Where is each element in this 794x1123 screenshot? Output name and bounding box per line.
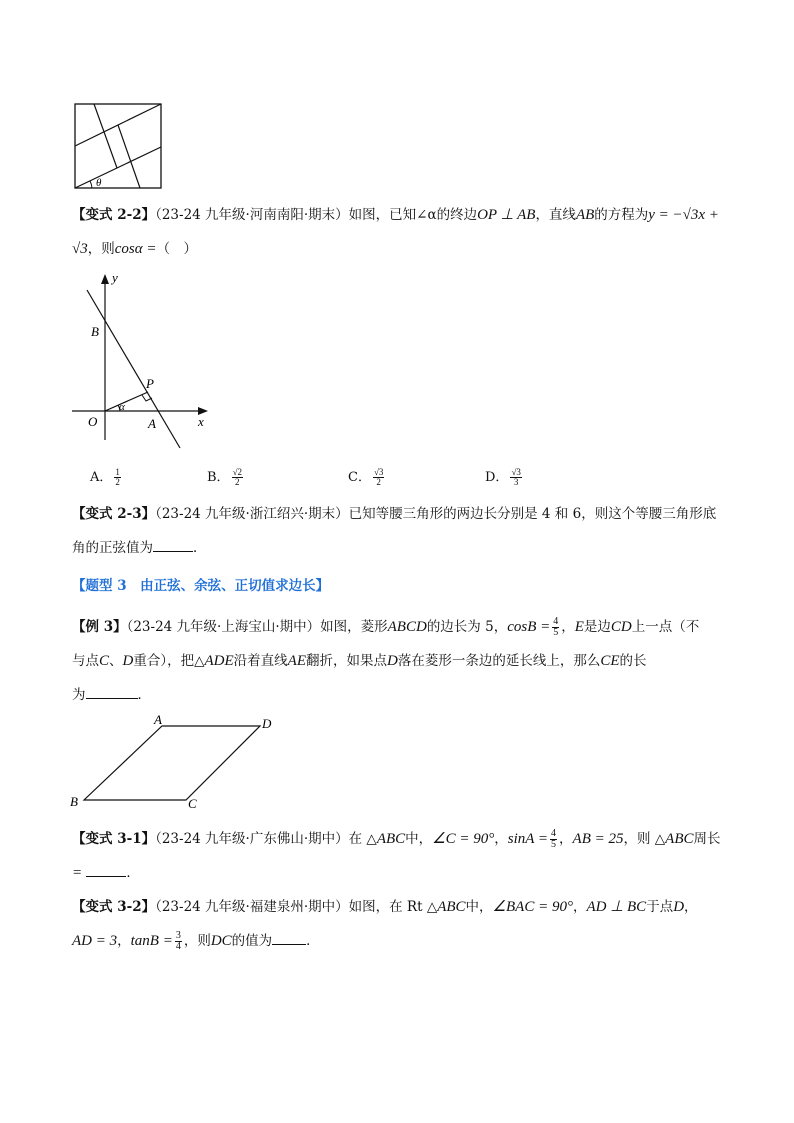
option-a[interactable]: A． $\frac{1}{2}$ — [90, 467, 120, 487]
svg-text:B: B — [91, 324, 99, 339]
line-ab — [87, 290, 180, 448]
answer-blank[interactable] — [86, 684, 138, 699]
variant-2-3: 【变式 2-3】（23-24 九年级·浙江绍兴·期末）已知等腰三角形的两边长分别是 4 和 6，则这个等腰三角形底 角的正弦值为 ． — [72, 506, 717, 556]
option-d[interactable]: D． $\frac{√3}{3}$ — [485, 467, 521, 487]
svg-text:A: A — [154, 712, 162, 727]
inner-line-3 — [94, 104, 117, 168]
option-b[interactable]: B． $\frac{√2}{2}$ — [207, 467, 243, 487]
variant-3-2: 【变式 3-2】（23-24 九年级·福建泉州·期中）如图，在 Rt △ABC中，∠BAC = 90°，AD ⊥ BC于点D， AD = 3，tanB = $\frac{3}{4}$ ，则DC的值为 ． — [72, 899, 698, 952]
rhombus-figure — [66, 712, 286, 812]
svg-text:P: P — [146, 376, 154, 391]
variant-2-2: 【变式 2-2】（23-24 九年级·河南南阳·期末）如图，已知∠α的终边OP ⊥ AB，直线AB的方程为y = −√3x + √3，则cosα =（ ） — [72, 207, 719, 257]
option-c[interactable]: C． $\frac{√3}{2}$ — [348, 467, 384, 487]
inner-line-4 — [118, 125, 140, 188]
answer-blank[interactable] — [272, 930, 306, 945]
square-figure — [72, 102, 164, 192]
example-3: 【例 3】（23-24 九年级·上海宝山·期中）如图，菱形ABCD的边长为 5，cosB = $\frac{4}{5}$ ，E是边CD上一点（不 与点C、D重合），把△ADE沿着直线AE翻折，如果点D落在菱形一条边的延长线上，那么CE的长 为 ． — [72, 616, 700, 703]
svg-text:O: O — [88, 414, 98, 429]
topic-heading: 【题型 3 由正弦、余弦、正切值求边长】 — [72, 578, 330, 594]
answer-blank[interactable] — [86, 862, 126, 877]
svg-text:A: A — [148, 416, 156, 431]
variant-tag: 【变式 2-2】 — [72, 207, 156, 223]
inner-line-1 — [75, 147, 161, 188]
svg-text:y: y — [112, 270, 118, 285]
svg-text:α: α — [119, 401, 125, 413]
svg-text:D: D — [262, 716, 272, 731]
rhombus-abcd — [84, 726, 260, 800]
svg-text:B: B — [70, 794, 78, 809]
svg-text:x: x — [198, 414, 204, 429]
line-equation: y = −√3x + — [648, 207, 719, 223]
answer-blank[interactable] — [153, 537, 193, 552]
svg-text:C: C — [188, 796, 197, 811]
theta-label: θ — [96, 177, 102, 189]
axes-figure — [70, 270, 220, 450]
variant-3-1: 【变式 3-1】（23-24 九年级·广东佛山·期中）在 △ABC中，∠C = 90°，sinA = $\frac{4}{5}$ ，AB = 25，则 △ABC周长 = ． — [72, 828, 721, 881]
segment-op — [105, 392, 148, 411]
